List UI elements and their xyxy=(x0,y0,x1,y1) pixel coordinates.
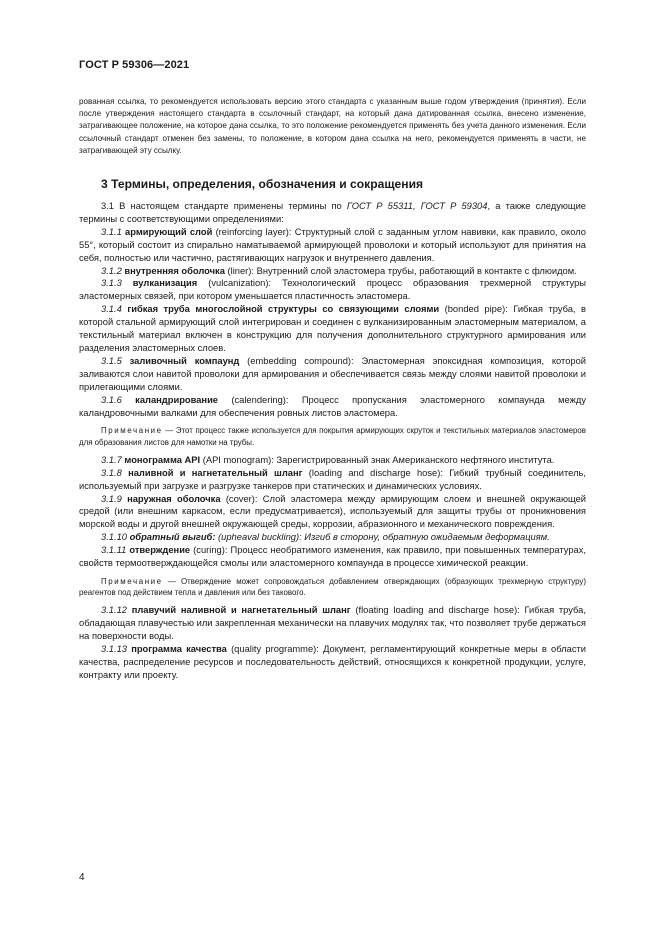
note-text: — Этот процесс также используется для покрытия армирующих скруток и текстильных материалов эластомеров для образования листов для намотки на трубы. xyxy=(79,426,586,447)
term-3-1-6 xyxy=(79,394,586,420)
term-name: плавучий наливной и нагнетательный шланг xyxy=(131,605,351,616)
term-3-1-4 xyxy=(79,303,586,355)
term-number: 3.1.3 xyxy=(101,278,122,289)
term-number: 3.1.6 xyxy=(101,394,122,405)
term-definition: (embedding compound): Эластомерная эпоксидная композиция, которой заливаются слои навитой проволоки для армирования и обеспечивается связь между слоями навитой проволоки и прилегающими слоями. xyxy=(79,355,586,392)
term-definition: (cover): Слой эластомера между армирующим слоем и внешней окружающей средой (или внешним каркасом, если предусматривается), используемый для защиты трубы от проникновения морской воды и другой внешней окружающей среды, коррозии, абразионного и механического повреждения. xyxy=(79,493,586,530)
note-1 xyxy=(79,425,586,447)
term-3-1-1 xyxy=(79,226,586,265)
term-3-1-5 xyxy=(79,355,586,394)
term-name: армирующий слой xyxy=(125,226,213,237)
term-definition: (vulcanization): Технологический процесс образования трехмерной структуры эластомерных связей, при котором уменьшается пластичность эластомера. xyxy=(79,278,586,302)
term-definition: (curing): Процесс необратимого изменения, как правило, при повышенных температурах, свойств термоотверждающейся смолы или эластомерного компаунда в процессе химической реакции. xyxy=(79,545,586,569)
term-name: гибкая труба многослойной структуры со связующими слоями xyxy=(127,304,440,315)
term-number: 3.1.1 xyxy=(101,226,122,237)
term-number: 3.1.4 xyxy=(101,304,122,315)
section-body xyxy=(79,200,586,682)
term-number: 3.1.9 xyxy=(101,493,122,504)
term-definition: (calendering): Процесс пропускания эластомерного компаунда между каландровочными валками для обеспечения ровных листов эластомера. xyxy=(79,394,586,418)
note-label: Примечание xyxy=(101,576,163,586)
term-name: заливочный компаунд xyxy=(129,355,240,366)
note-text: — Отверждение может сопровождаться добавлением отверждающих (образующих трехмерную структуру) реагентов под действием тепла и давления или без такового. xyxy=(79,576,586,598)
term-definition: (upheaval buckling): Изгиб в сторону, обратную ожидаемым деформациям. xyxy=(215,532,550,543)
term-3-1-8 xyxy=(79,467,586,493)
term-number: 3.1.7 xyxy=(101,454,122,465)
term-number: 3.1.5 xyxy=(101,355,122,366)
term-name: наружная оболочка xyxy=(127,493,221,504)
term-number: 3.1.12 xyxy=(101,605,127,616)
term-number: 3.1.11 xyxy=(101,545,127,556)
term-definition: (reinforcing layer): Структурный слой с заданным углом навивки, как правило, около 55°, который состоит из спирально наматываемой армирующей проволоки и который используют для принятия на себя, полностью или частично, растягивающих нагрузок и внутреннего давления. xyxy=(79,226,586,263)
term-name: наливной и нагнетательный шланг xyxy=(128,467,303,478)
term-number: 3.1.2 xyxy=(101,265,122,276)
clause-3-1-tail: , а также следующие термины с соответствующими определениями: xyxy=(79,201,586,224)
term-name: каландрирование xyxy=(135,394,219,405)
clause-3-1 xyxy=(79,200,586,226)
intro-paragraph: рованная ссылка, то рекомендуется использовать версию этого стандарта с указанным выше годом утверждения (принятия). Если после утверждения настоящего стандарта в ссылочный стандарт, на который дана датированная ссылка, внесено изменение, затрагивающее положение, на которое дана ссылка, то это положение рекомендуется применять без учета данного изменения. Если ссылочный стандарт отменен без замены, то положение, в котором дана ссылка на него, рекомендуется применять в части, не затрагивающей эту ссылку. xyxy=(79,97,586,155)
term-3-1-7 xyxy=(79,454,586,467)
term-definition: (quality programme): Документ, регламентирующий конкретные меры в области качества, распределение ресурсов и последовательность действий, относящихся к конкретной продукции, услуге, контракту или проекту. xyxy=(79,644,586,680)
term-name: отверждение xyxy=(129,545,191,556)
term-number: 3.1.13 xyxy=(101,644,127,655)
clause-3-1-lead: 3.1 В настоящем стандарте применены термины по xyxy=(101,201,347,211)
term-definition: (API monogram): Зарегистрированный знак Американского нефтяного института. xyxy=(200,454,555,465)
term-3-1-13 xyxy=(79,643,586,682)
note-label: Примечание xyxy=(101,426,163,436)
section-heading: 3 Термины, определения, обозначения и сокращения xyxy=(101,177,424,191)
term-definition: (liner): Внутренний слой эластомера трубы, работающий в контакте с флюидом. xyxy=(224,265,577,276)
term-3-1-12 xyxy=(79,604,586,643)
term-3-1-3 xyxy=(79,277,586,303)
term-definition: (loading and discharge hose): Гибкий трубный соединитель, используемый при загрузке и разгрузке танкеров при статических и динамических условиях. xyxy=(79,467,586,491)
term-name: внутренняя оболочка xyxy=(124,265,225,276)
term-name: вулканизация xyxy=(132,278,198,289)
term-number: 3.1.8 xyxy=(101,467,122,478)
term-3-1-9 xyxy=(79,493,586,532)
term-definition: (bonded pipe): Гибкая труба, в которой стальной армирующий слой интегрирован и соединен с вулканизированным эластомерным материалом, а текстильный материал включен в конструкцию для получения дополнительного структурного армирования или разделения эластомерных слоев. xyxy=(79,304,586,353)
term-name: программа качества xyxy=(131,644,227,655)
term-3-1-2 xyxy=(79,265,586,278)
term-definition: (floating loading and discharge hose): Гибкая труба, обладающая плавучестью или закрепленная механически на плавучих модулях так, что позволяет трубе держаться на поверхности воды. xyxy=(79,605,586,642)
clause-3-1-refs: ГОСТ Р 55311, ГОСТ Р 59304 xyxy=(346,201,488,211)
term-name: монограмма API xyxy=(124,454,201,465)
term-3-1-11 xyxy=(79,544,586,570)
running-header: ГОСТ Р 59306—2021 xyxy=(79,59,190,71)
term-number: 3.1.10 xyxy=(101,532,127,543)
term-name: обратный выгиб: xyxy=(129,532,216,543)
note-2 xyxy=(79,576,586,598)
page-number: 4 xyxy=(79,872,85,883)
term-3-1-10 xyxy=(79,531,586,544)
